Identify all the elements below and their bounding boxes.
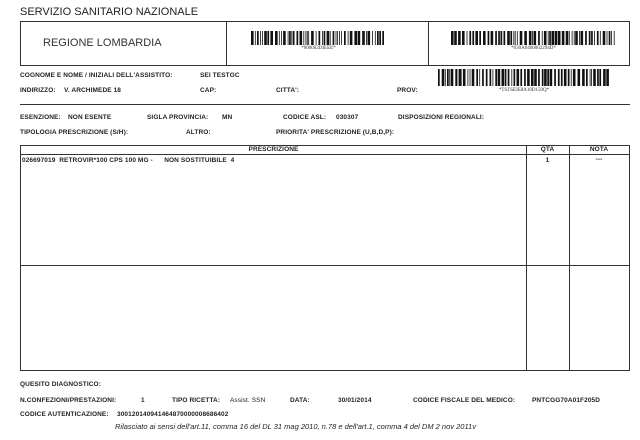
barcode-bar [515,31,516,45]
barcode-bar [297,31,299,45]
barcode-bar [544,31,547,45]
barcode-bar [603,69,606,86]
barcode-bar [599,69,601,86]
barcode-bar [573,69,576,86]
barcode-bar [288,31,289,45]
barcode-bar [350,31,353,45]
barcode-bar [566,31,569,45]
barcode-bar [498,69,501,86]
barcode-bar [555,31,558,45]
barcode-bar [316,31,317,45]
region-name: REGIONE LOMBARDIA [43,37,162,49]
barcode-bar [382,31,384,45]
barcode-bar [289,31,291,45]
barcode-bar [571,69,572,86]
barcode-bar [486,69,488,86]
barcode-bar [597,31,599,45]
barcode-bar [293,31,295,45]
barcode-bar [504,31,506,45]
rule-patient [20,104,630,105]
exemption-value: NON ESENTE [68,114,112,121]
barcode-bar [368,31,371,45]
header-divider-2 [428,22,429,65]
exemption-label: ESENZIONE: [20,114,61,121]
recipe-type-label: TIPO RICETTA: [172,397,221,404]
barcode-bar [611,31,612,45]
barcode-bar [511,69,512,86]
barcode-bar [607,31,608,45]
barcode-region-id [451,31,616,45]
barcode-bar [488,31,490,45]
barcode-bar [578,69,581,86]
barcode-bar [575,31,578,45]
barcode-bar [550,69,553,86]
barcode-bar [336,31,337,45]
barcode-bar [554,69,556,86]
barcode-bar [307,31,308,45]
service-title: SERVIZIO SANITARIO NAZIONALE [20,6,199,18]
prov-label: PROV: [397,87,418,94]
barcode-bar [451,31,454,45]
legal-note: Rilasciato ai sensi dell'art.11, comma 16 del DL 31 mag 2010, n.78 e dell'art.1, comma 4 del DM 2 nov 2011v [115,422,476,431]
barcode-bar [581,31,584,45]
barcode-bar [585,31,587,45]
barcode-bar [327,31,330,45]
barcode-bar [438,69,440,86]
barcode-bar [534,31,537,45]
barcode-bar [606,69,609,86]
note-cell: --- [595,156,603,163]
barcode-bar [479,69,480,86]
other-label: ALTRO: [186,129,211,136]
barcode-bar [569,31,570,45]
barcode-bar [362,31,365,45]
barcode-bar [579,31,580,45]
barcode-bar [300,31,303,45]
barcode-bar [548,31,549,45]
barcode-bar [591,69,592,86]
barcode-bar [589,31,591,45]
barcode-bar [501,31,503,45]
barcode-bar [520,31,523,45]
barcode-bar [603,31,606,45]
barcode-bar [568,69,570,86]
barcode-bar [281,31,282,45]
barcode-bar [510,31,512,45]
barcode-bar [308,31,309,45]
barcode-bar [472,69,475,86]
barcode-bar [508,69,510,86]
barcode-bar [482,69,484,86]
barcode-bar [493,69,494,86]
barcode-bar [366,31,367,45]
type-label: TIPOLOGIA PRESCRIZIONE (S/H): [20,129,129,136]
auth-label: CODICE AUTENTICAZIONE: [20,411,109,418]
barcode-bar [462,31,465,45]
column-header-note: NOTA [589,146,609,153]
barcode-bar [593,69,596,86]
barcode-bar [455,69,457,86]
barcode-bar [372,31,373,45]
barcode-bar [275,31,278,45]
barcode-bar [517,69,520,86]
barcode-patient-cf [438,69,610,86]
regional-label: DISPOSIZIONI REGIONALI: [398,114,485,121]
barcode-bar [594,31,595,45]
barcode-bar [597,69,599,86]
barcode-bar [311,31,314,45]
doctor-cf-value: PNTCGG70A01F205D [532,397,601,404]
barcode-bar [257,31,259,45]
barcode-bar [375,31,376,45]
barcode-bar [319,31,321,45]
barcode-bar [505,69,507,86]
barcode-bar [447,69,449,86]
barcode-bar [544,69,547,86]
barcode-bar [260,31,261,45]
recipe-type-value: Assist. SSN [230,397,266,404]
barcode-bar [542,31,543,45]
cap-label: CAP: [200,87,217,94]
barcode-bar [449,69,450,86]
barcode-bar [379,31,381,45]
asl-label: CODICE ASL: [283,114,327,121]
barcode-bar [291,31,292,45]
barcode-bar [354,31,357,45]
confections-label: N.CONFEZIONI/PRESTAZIONI: [20,397,117,404]
barcode-bar [264,31,267,45]
auth-value: 300120140941464870000008686402 [117,411,229,418]
barcode-bar [267,31,269,45]
barcode-region-caption: *030A0400002294D* [511,46,556,51]
patient-name-label: COGNOME E NOME / INIZIALI DELL'ASSISTITO: [20,72,173,79]
city-label: CITTA': [276,87,300,94]
barcode-bar [463,69,466,86]
barcode-bar [531,69,534,86]
barcode-bar [562,31,565,45]
barcode-bar [572,31,573,45]
barcode-bar [358,31,361,45]
province-value: MN [222,114,233,121]
barcode-bar [514,69,516,86]
barcode-bar [498,31,500,45]
barcode-bar [306,31,307,45]
barcode-bar [561,69,563,86]
barcode-bar [479,31,481,45]
table-mid-rule [21,265,629,266]
barcode-bar [337,31,338,45]
barcode-bar [454,31,457,45]
province-label: SIGLA PROVINCIA: [147,114,209,121]
date-value: 30/01/2014 [338,397,372,404]
barcode-bar [538,69,540,86]
barcode-bar [591,31,593,45]
column-header-prescription: PRESCRIZIONE [248,146,299,153]
barcode-bar [442,69,445,86]
barcode-bar [303,31,304,45]
barcode-bar [348,31,349,45]
barcode-bar [542,69,544,86]
barcode-bar [564,69,567,86]
table-col-divider-1 [526,146,527,370]
barcode-bar [490,69,492,86]
barcode-bar [600,31,601,45]
barcode-bar [532,31,533,45]
barcode-bar [459,69,462,86]
confections-value: 1 [141,397,145,404]
barcode-bar [582,69,585,86]
barcode-bar [341,31,342,45]
barcode-bar [529,31,532,45]
barcode-bar [476,69,478,86]
barcode-bar [468,69,469,86]
address-label: INDIRIZZO: [20,87,56,94]
barcode-bar [574,31,575,45]
barcode-bar [458,31,461,45]
doctor-cf-label: CODICE FISCALE DEL MEDICO: [413,397,516,404]
barcode-bar [283,31,286,45]
barcode-prescription-caption: *000002DIEEE* [301,46,336,51]
barcode-bar [547,69,549,86]
barcode-bar [377,31,379,45]
barcode-bar [475,31,478,45]
date-label: DATA: [290,397,310,404]
barcode-bar [513,31,514,45]
barcode-bar [472,31,474,45]
barcode-bar [520,69,522,86]
barcode-bar [527,69,530,86]
barcode-bar [609,31,611,45]
barcode-bar [339,31,340,45]
barcode-bar [255,31,256,45]
prescription-table [20,145,630,371]
barcode-bar [445,69,446,86]
barcode-bar [467,31,468,45]
barcode-bar [558,69,560,86]
prescription-cell: 026697019 RETROVIR*100 CPS 100 MG - NON SOSTITUIBILE 4 [22,157,235,164]
barcode-bar [279,31,280,45]
barcode-bar [344,31,346,45]
barcode-bar [549,31,551,45]
barcode-bar [469,31,471,45]
barcode-bar [552,31,555,45]
barcode-bar [495,69,497,86]
barcode-bar [470,69,471,86]
asl-value: 030307 [336,114,359,121]
barcode-bar [502,69,505,86]
barcode-bar [251,31,254,45]
barcode-bar [538,31,540,45]
barcode-bar [590,69,591,86]
patient-name-value: SEI TESTGC [200,72,240,79]
header-box [20,21,630,66]
barcode-bar [330,31,331,45]
header-divider-1 [226,22,227,65]
barcode-bar [451,69,454,86]
barcode-bar [483,31,486,45]
table-header-rule [21,154,629,155]
barcode-bar [458,69,459,86]
barcode-prescription-id [251,31,386,45]
barcode-bar [586,69,588,86]
barcode-bar [333,31,335,45]
barcode-bar [524,69,526,86]
address-value: V. ARCHIMEDE 18 [64,87,122,94]
barcode-bar [507,31,510,45]
diagnosis-label: QUESITO DIAGNOSTICO: [20,381,101,388]
barcode-bar [534,69,537,86]
barcode-bar [491,31,494,45]
barcode-bar [324,31,326,45]
barcode-bar [558,31,561,45]
barcode-bar [270,31,273,45]
barcode-bar [524,31,527,45]
barcode-bar [495,31,497,45]
barcode-bar [322,31,323,45]
barcode-bar [262,31,263,45]
priority-label: PRIORITA' PRESCRIZIONE (U,B,D,P): [276,129,395,136]
barcode-patient-cf-caption: *TSTSEIE8A10D150Q* [498,88,550,93]
column-header-qty: QTA [540,146,555,153]
table-col-divider-2 [569,146,570,370]
barcode-bar [517,31,518,45]
barcode-bar [614,31,615,45]
qty-cell: 1 [545,157,550,164]
